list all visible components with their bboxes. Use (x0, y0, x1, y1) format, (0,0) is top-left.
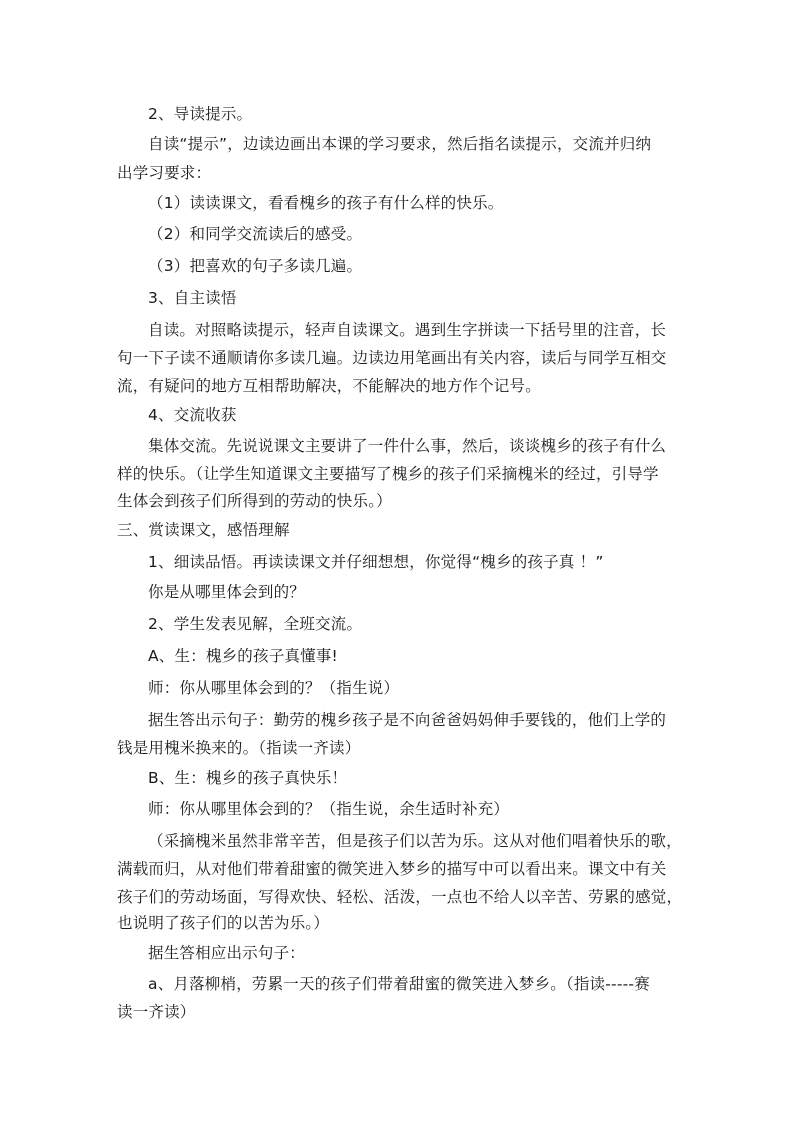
paragraph-line: 集体交流。先说说课文主要讲了一件什么事，然后，谈谈槐乡的孩子有什么 (148, 437, 667, 455)
dialogue-line: B、生：槐乡的孩子真快乐！ (148, 769, 348, 787)
heading-guided-reading: 2、导读提示。 (148, 105, 253, 123)
list-item: （1）读读课文，看看槐乡的孩子有什么样的快乐。 (148, 194, 504, 212)
dialogue-line: 师：你从哪里体会到的？（指生说，余生适时补充） (148, 800, 510, 818)
paragraph-line: 也说明了孩子们的以苦为乐。） (117, 914, 330, 932)
paragraph-line: 自读。对照略读提示，轻声自读课文。遇到生字拼读一下括号里的注音，长 (148, 321, 667, 339)
paragraph-line: 钱是用槐米换来的。（指读一齐读） (117, 739, 361, 757)
paragraph-line: （采摘槐米虽然非常辛苦，但是孩子们以苦为乐。这从对他们唱着快乐的歌， (148, 832, 682, 850)
list-item: （2）和同学交流读后的感受。 (148, 225, 363, 243)
paragraph-line: 你是从哪里体会到的？ (148, 583, 306, 601)
paragraph-line: 2、学生发表见解，全班交流。 (148, 615, 363, 633)
paragraph-line: 据生答相应出示句子： (148, 944, 306, 962)
paragraph-line: 流，有疑问的地方互相帮助解决，不能解决的地方作个记号。 (117, 377, 541, 395)
list-item: （3）把喜欢的句子多读几遍。 (148, 257, 363, 275)
paragraph-line: 样的快乐。（让学生知道课文主要描写了槐乡的孩子们采摘槐米的经过，引导学 (117, 465, 659, 483)
paragraph-line: 孩子们的劳动场面，写得欢快、轻松、活泼，一点也不给人以辛苦、劳累的感觉， (117, 888, 683, 906)
paragraph-line: 句一下子读不通顺请你多读几遍。边读边用笔画出有关内容，读后与同学互相交 (117, 349, 667, 367)
paragraph-line: a、月落柳梢，劳累一天的孩子们带着甜蜜的微笑进入梦乡。（指读-----赛 (148, 975, 650, 993)
section-heading: 三、赏读课文，感悟理解 (117, 521, 290, 539)
paragraph-line: 满载而归，从对他们带着甜蜜的微笑进入梦乡的描写中可以看出来。课文中有关 (117, 860, 667, 878)
paragraph-line: 生体会到孩子们所得到的劳动的快乐。） (117, 492, 392, 510)
heading-exchange: 4、交流收获 (148, 406, 237, 424)
paragraph-line: 据生答出示句子：勤劳的槐乡孩子是不向爸爸妈妈伸手要钱的，他们上学的 (148, 711, 667, 729)
paragraph-line: 1、细读品悟。再读读课文并仔细想想，你觉得“槐乡的孩子真 ！” (148, 553, 604, 571)
paragraph-line: 自读“提示”，边读边画出本课的学习要求，然后指名读提示，交流并归纳 (148, 135, 652, 153)
dialogue-line: 师：你从哪里体会到的？（指生说） (148, 679, 400, 697)
paragraph-line: 出学习要求： (117, 164, 212, 182)
paragraph-line: 读一齐读） (117, 1003, 196, 1021)
heading-self-reading: 3、自主读悟 (148, 289, 237, 307)
dialogue-line: A、生：槐乡的孩子真懂事! (148, 647, 338, 665)
